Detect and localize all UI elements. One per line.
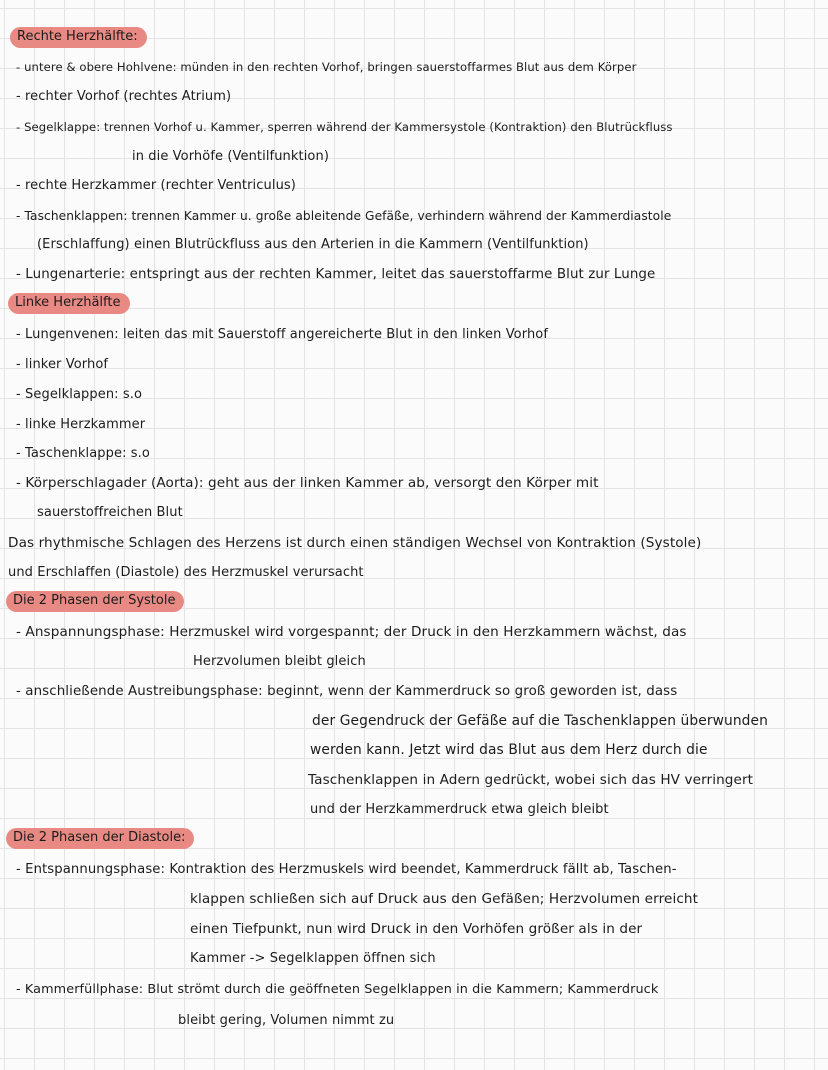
text-line: Herzvolumen bleibt gleich bbox=[193, 654, 366, 669]
text-line: - Lungenarterie: entspringt aus der rechten Kammer, leitet das sauerstoffarme Blut zur Lunge bbox=[16, 267, 656, 282]
text-line: - untere & obere Hohlvene: münden in den rechten Vorhof, bringen sauerstoffarmes Blut aus dem Körper bbox=[16, 60, 637, 74]
text-line: - Anspannungsphase: Herzmuskel wird vorgespannt; der Druck in den Herzkammern wächst, das bbox=[16, 624, 687, 640]
text-line: - anschließende Austreibungsphase: beginnt, wenn der Kammerdruck so groß geworden ist, dass bbox=[16, 684, 678, 699]
text-line: klappen schließen sich auf Druck aus den Gefäßen; Herzvolumen erreicht bbox=[190, 891, 699, 907]
paragraph-line: Das rhythmische Schlagen des Herzens ist durch einen ständigen Wechsel von Kontraktion (Systole) bbox=[8, 535, 702, 551]
text-line: Taschenklappen in Adern gedrückt, wobei sich das HV verringert bbox=[308, 772, 754, 788]
section-heading-left-heart: Linke Herzhälfte bbox=[8, 293, 130, 314]
text-line: - Taschenklappe: s.o bbox=[16, 446, 150, 461]
text-line: der Gegendruck der Gefäße auf die Taschenklappen überwunden bbox=[312, 713, 768, 729]
text-line: einen Tiefpunkt, nun wird Druck in den Vorhöfen größer als in der bbox=[190, 921, 643, 937]
text-line: und der Herzkammerdruck etwa gleich bleibt bbox=[310, 802, 609, 817]
text-line: - Körperschlagader (Aorta): geht aus der linken Kammer ab, versorgt den Körper mit bbox=[16, 475, 599, 491]
text-line: sauerstoffreichen Blut bbox=[37, 505, 183, 520]
text-line: - linker Vorhof bbox=[16, 357, 109, 372]
text-line: - rechte Herzkammer (rechter Ventriculus) bbox=[16, 178, 296, 193]
text-line: werden kann. Jetzt wird das Blut aus dem Herz durch die bbox=[310, 742, 708, 758]
text-line: Kammer -> Segelklappen öffnen sich bbox=[190, 951, 436, 966]
section-heading-diastole: Die 2 Phasen der Diastole: bbox=[6, 828, 194, 849]
text-line: - Lungenvenen: leiten das mit Sauerstoff angereicherte Blut in den linken Vorhof bbox=[16, 327, 549, 342]
section-heading-systole: Die 2 Phasen der Systole bbox=[6, 591, 184, 612]
text-line: in die Vorhöfe (Ventilfunktion) bbox=[132, 149, 330, 164]
text-line: - linke Herzkammer bbox=[16, 417, 146, 432]
text-line: - Taschenklappen: trennen Kammer u. große ableitende Gefäße, verhindern während der Kammerdiastole bbox=[16, 209, 672, 223]
text-line: - Segelklappen: s.o bbox=[16, 387, 143, 402]
text-line: - Kammerfüllphase: Blut strömt durch die geöffneten Segelklappen in die Kammern; Kammerdruck bbox=[16, 982, 659, 997]
text-line: (Erschlaffung) einen Blutrückfluss aus den Arterien in die Kammern (Ventilfunktion) bbox=[37, 237, 589, 252]
text-line: - Segelklappe: trennen Vorhof u. Kammer, sperren während der Kammersystole (Kontraktion) den Blutrückfluss bbox=[16, 120, 673, 134]
text-line: - Entspannungsphase: Kontraktion des Herzmuskels wird beendet, Kammerdruck fällt ab, Taschen- bbox=[16, 862, 677, 877]
paragraph-line: und Erschlaffen (Diastole) des Herzmuskel verursacht bbox=[8, 565, 364, 580]
text-line: - rechter Vorhof (rechtes Atrium) bbox=[16, 89, 232, 104]
section-heading-right-heart: Rechte Herzhälfte: bbox=[10, 27, 147, 48]
text-line: bleibt gering, Volumen nimmt zu bbox=[178, 1013, 395, 1028]
